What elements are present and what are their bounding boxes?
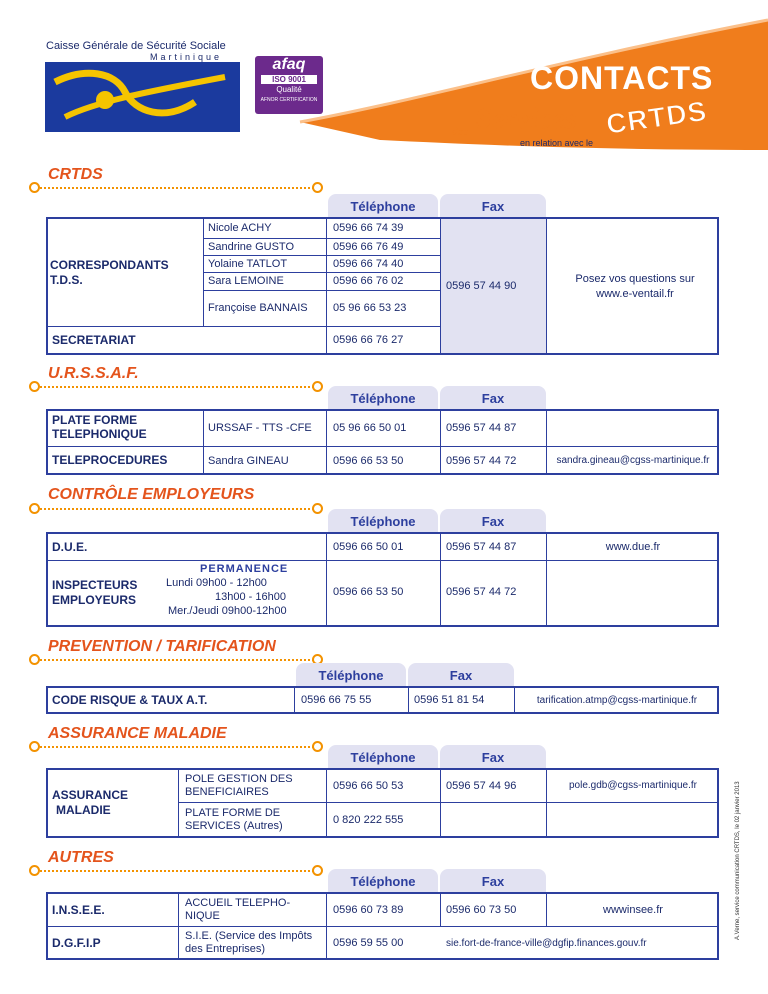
afaq-logo — [255, 56, 323, 114]
phone-number: 0596 66 50 01 — [333, 540, 404, 553]
row-label: I.N.S.E.E. — [52, 903, 105, 917]
table-rule — [46, 326, 440, 327]
table-divider — [440, 893, 441, 926]
phone-number: 0596 66 53 50 — [333, 454, 404, 467]
col-header-fax: Fax — [440, 745, 546, 769]
afaq-text: afaq — [272, 56, 306, 73]
col-header-tel: Téléphone — [328, 386, 438, 410]
side-note: A.Verne, service communication CRTDS, le 02 janvier 2013 — [735, 781, 741, 940]
phone-number: 0596 66 76 27 — [333, 334, 404, 346]
permanence-hours: Lundi 09h00 - 12h00 — [166, 577, 267, 589]
service-desc: ACCUEIL TELEPHO-NIQUE — [185, 896, 291, 922]
col-header-fax: Fax — [440, 386, 546, 410]
table-divider — [514, 687, 515, 713]
col-header-tel: Téléphone — [296, 663, 406, 687]
table-divider — [546, 533, 547, 626]
title-subtitle: en relation avec le — [520, 138, 594, 148]
col-header-tel: Téléphone — [328, 869, 438, 893]
afnor-text: AFNOR CERTIFICATION — [260, 97, 318, 103]
phone-number: 0596 66 76 49 — [333, 240, 404, 253]
divider-ring — [312, 741, 323, 752]
row-contact: URSSAF - TTS -CFE — [208, 422, 312, 434]
contact-name: Nicole ACHY — [208, 222, 272, 234]
phone-number: 05 96 66 53 23 — [333, 302, 407, 314]
row-label: PLATE FORME TELEPHONIQUE — [52, 413, 147, 441]
table-divider — [546, 218, 547, 354]
divider-ring — [29, 503, 40, 514]
table-divider — [408, 687, 409, 713]
section-divider — [32, 659, 318, 661]
section-title-autres: AUTRES — [48, 849, 114, 866]
fax-number: 0596 57 44 90 — [446, 280, 517, 292]
permanence-hours: 13h00 - 16h00 — [215, 591, 286, 603]
table-divider — [294, 687, 295, 713]
cgss-logo — [45, 62, 240, 132]
divider-ring — [29, 381, 40, 392]
permanence-title: PERMANENCE — [200, 563, 289, 575]
divider-ring — [29, 741, 40, 752]
table-divider — [203, 410, 204, 474]
contact-name: Françoise BANNAIS — [208, 301, 308, 314]
col-header-fax: Fax — [408, 663, 514, 687]
inspecteurs-label — [52, 578, 137, 608]
qualite-text: Qualité — [276, 85, 302, 94]
section-title-crtds: CRTDS — [48, 166, 103, 183]
secretariat-label: SECRETARIAT — [52, 333, 136, 347]
header — [0, 0, 768, 160]
table-rule — [46, 560, 719, 561]
group-label-line: CORRESPONDANTS — [50, 258, 169, 272]
col-header-tel: Téléphone — [328, 194, 438, 218]
table-rule — [46, 926, 719, 927]
service-desc: PLATE FORME DE SERVICES (Autres) — [185, 807, 283, 832]
phone-number: 0596 66 76 02 — [333, 275, 404, 287]
col-header-tel: Téléphone — [328, 745, 438, 769]
group-label-line: T.D.S. — [50, 273, 83, 287]
phone-number: 05 96 66 50 01 — [333, 422, 407, 434]
org-region: Martinique — [150, 52, 223, 62]
phone-number: 0596 66 53 50 — [333, 586, 404, 598]
service-desc: S.I.E. (Service des Impôts des Entreprises) — [185, 930, 313, 955]
fax-number: 0596 60 73 50 — [446, 903, 517, 916]
contact-name: Sara LEMOINE — [208, 275, 284, 287]
fax-number: 0596 57 44 72 — [446, 454, 517, 467]
divider-ring — [312, 381, 323, 392]
section-divider — [32, 508, 318, 510]
fax-number: 0596 51 81 54 — [414, 694, 485, 706]
table-divider — [326, 533, 327, 626]
section-title-prevention: PREVENTION / TARIFICATION — [48, 638, 276, 655]
table-divider — [546, 769, 547, 837]
info-note: Posez vos questions sur www.e-ventail.fr — [575, 273, 695, 300]
row-label: TELEPROCEDURES — [52, 453, 168, 467]
col-header-fax: Fax — [440, 869, 546, 893]
phone-number: 0596 66 50 53 — [333, 779, 404, 792]
table-divider — [546, 893, 547, 926]
phone-number: 0596 66 74 39 — [333, 222, 404, 234]
table-rule — [178, 802, 719, 803]
divider-ring — [29, 865, 40, 876]
table-divider — [178, 893, 179, 959]
contact-name: Yolaine TATLOT — [208, 257, 288, 270]
web-link[interactable]: www.due.fr — [605, 540, 661, 553]
section-title-controle: CONTRÔLE EMPLOYEURS — [48, 486, 255, 503]
fax-number: 0596 57 44 87 — [446, 422, 517, 434]
fax-number: 0596 57 44 96 — [446, 779, 517, 792]
web-link[interactable]: wwwinsee.fr — [603, 903, 663, 916]
table-rule — [203, 290, 440, 291]
section-divider — [32, 386, 318, 388]
email-link[interactable]: tarification.atmp@cgss-martinique.fr — [536, 694, 698, 706]
fax-number: 0596 57 44 87 — [446, 540, 517, 553]
section-divider — [32, 870, 318, 872]
org-name: Caisse Générale de Sécurité Sociale — [46, 40, 226, 52]
table-divider — [440, 769, 441, 837]
phone-number: 0596 66 75 55 — [301, 694, 372, 706]
divider-ring — [312, 503, 323, 514]
contact-name: Sandrine GUSTO — [208, 240, 295, 253]
table-divider — [440, 533, 441, 626]
section-divider — [32, 746, 318, 748]
col-header-fax: Fax — [440, 194, 546, 218]
due-label: D.U.E. — [52, 540, 88, 554]
table-divider — [440, 410, 441, 474]
title-des: des — [452, 124, 468, 138]
email-link[interactable]: pole.gdb@cgss-martinique.fr — [569, 780, 697, 791]
section-title-maladie: ASSURANCE MALADIE — [48, 725, 227, 742]
divider-ring — [29, 654, 40, 665]
table-divider — [546, 410, 547, 474]
divider-ring — [312, 865, 323, 876]
fax-number: 0596 57 44 72 — [446, 586, 517, 598]
section-divider — [32, 187, 318, 189]
table-divider — [326, 769, 327, 837]
table-divider — [178, 769, 179, 837]
col-header-fax: Fax — [440, 509, 546, 533]
label-line: INSPECTEURS — [52, 578, 138, 592]
table-divider — [326, 410, 327, 474]
phone-number: 0596 60 73 89 — [333, 903, 404, 916]
divider-ring — [29, 182, 40, 193]
table-divider — [440, 218, 441, 354]
label-line: MALADIE — [56, 803, 111, 817]
label-line: EMPLOYEURS — [52, 593, 137, 607]
table-divider — [326, 893, 327, 959]
table-rule — [46, 446, 719, 447]
title-services: Services — [475, 102, 577, 135]
phone-number: 0 820 222 555 — [333, 814, 404, 826]
group-label — [50, 258, 169, 288]
title-contacts: CONTACTS — [530, 60, 714, 96]
email-link[interactable]: sandra.gineau@cgss-martinique.fr — [556, 455, 710, 466]
phone-number: 0596 66 74 40 — [333, 257, 404, 270]
section-title-urssaf: U.R.S.S.A.F. — [48, 365, 139, 382]
row-label — [52, 788, 128, 818]
row-contact: Sandra GINEAU — [208, 454, 289, 467]
permanence-hours: Mer./Jeudi 09h00-12h00 — [168, 605, 287, 617]
col-header-tel: Téléphone — [328, 509, 438, 533]
row-label: D.G.F.I.P — [52, 936, 101, 950]
iso-text: ISO 9001 — [261, 75, 317, 84]
label-line: ASSURANCE — [52, 788, 129, 802]
title-crtds: CRTDS — [604, 95, 710, 140]
divider-ring — [312, 182, 323, 193]
row-label: CODE RISQUE & TAUX A.T. — [52, 693, 208, 707]
service-desc: POLE GESTION DES BENEFICIAIRES — [185, 772, 293, 798]
phone-number: 0596 59 55 00 — [333, 937, 404, 949]
email-link[interactable]: sie.fort-de-france-ville@dgfip.finances.gouv.fr — [446, 937, 647, 949]
